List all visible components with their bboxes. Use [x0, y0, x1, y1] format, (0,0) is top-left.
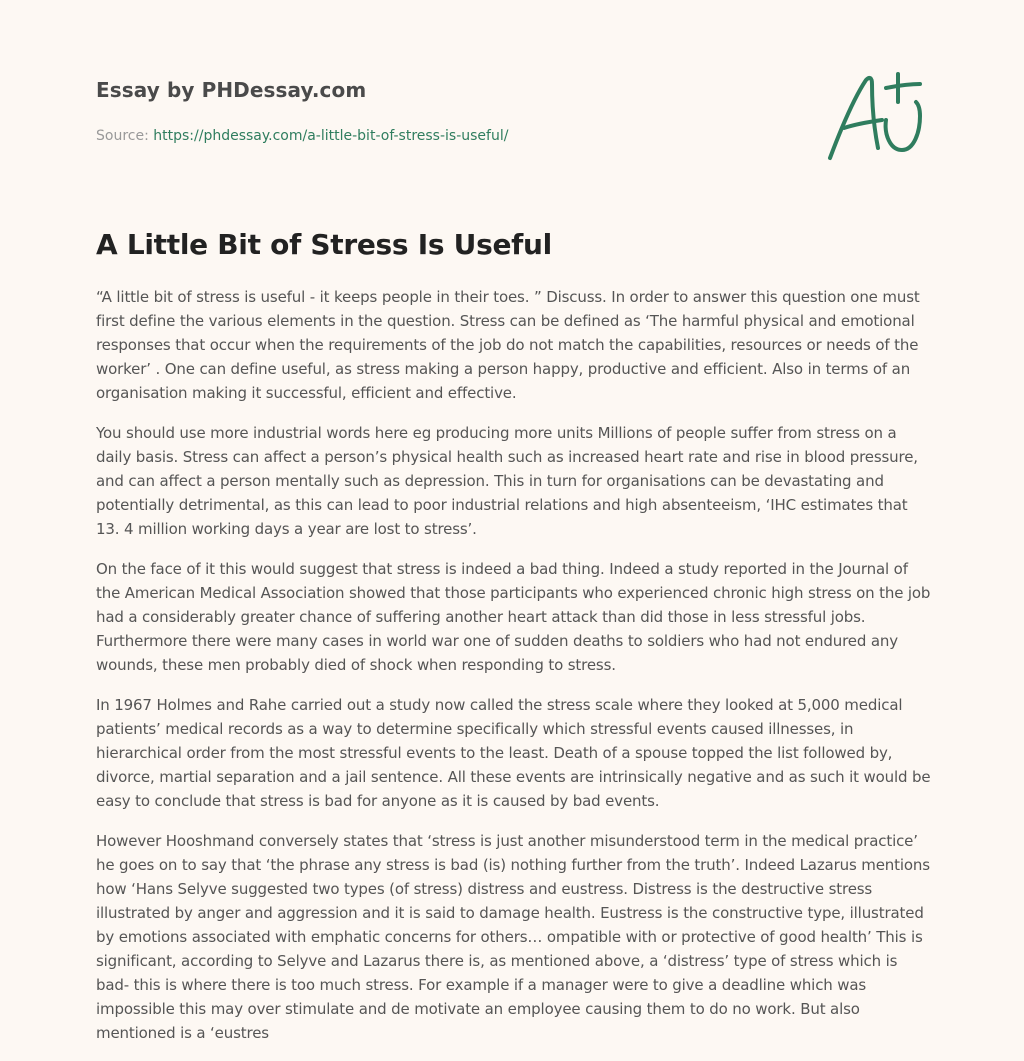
source-link[interactable]: https://phdessay.com/a-little-bit-of-stress-is-useful/	[153, 128, 509, 144]
brand-title: Essay by PHDessay.com	[96, 78, 367, 102]
article-paragraph: In 1967 Holmes and Rahe carried out a study now called the stress scale where they looked at 5,000 medical patients’ medical records as a way to determine specifically which stressful events caused illnesses, in hierarchical order from the most stressful events to the least. Death of a spouse topped the list followed by, divorce, martial separation and a jail sentence. All these events are intrinsically negative and as such it would be easy to conclude that stress is bad for anyone as it is caused by bad events.	[96, 696, 931, 810]
source-label: Source:	[96, 128, 154, 144]
article-paragraph: However Hooshmand conversely states that ‘stress is just another misunderstood term in the medical practice’ he goes on to say that ‘the phrase any stress is bad (is) nothing further from the truth’. Indeed Lazarus mentions how ‘Hans Selyve suggested two types (of stress) distress and eustress. Distress is the destructive stress illustrated by anger and aggression and it is said to damage health. Eustress is the constructive type, illustrated by emotions associated with emphatic concerns for others… ompatible with or protective of good health’ This is significant, according to Selyve and Lazarus there is, as mentioned above, a ‘distress’ type of stress which is bad- this is where there is too much stress. For example if a manager were to give a deadline which was impossible this may over stimulate and de motivate an employee causing them to do no work. But also mentioned is a ‘eustres	[96, 832, 930, 1042]
article-body	[96, 285, 932, 1061]
source-line	[96, 126, 928, 146]
article-title: A Little Bit of Stress Is Useful	[96, 228, 552, 261]
a-plus-grade-icon	[820, 66, 930, 166]
article-paragraph: You should use more industrial words here eg producing more units Millions of people suffer from stress on a daily basis. Stress can affect a person’s physical health such as increased heart rate and rise in blood pressure, and can affect a person mentally such as depression. This in turn for organisations can be devastating and potentially detrimental, as this can lead to poor industrial relations and high absenteeism, ‘IHC estimates that 13. 4 million working days a year are lost to stress’.	[96, 424, 918, 538]
header	[96, 76, 928, 146]
article-paragraph: “A little bit of stress is useful - it keeps people in their toes. ” Discuss. In order to answer this question one must first define the various elements in the question. Stress can be defined as ‘The harmful physical and emotional responses that occur when the requirements of the job do not match the capabilities, resources or needs of the worker’ . One can define useful, as stress making a person happy, productive and efficient. Also in terms of an organisation making it successful, efficient and effective.	[96, 288, 920, 402]
article-paragraph: On the face of it this would suggest that stress is indeed a bad thing. Indeed a study reported in the Journal of the American Medical Association showed that those participants who experienced chronic high stress on the job had a considerably greater chance of suffering another heart attack than did those in less stressful jobs. Furthermore there were many cases in world war one of sudden deaths to soldiers who had not endured any wounds, these men probably died of shock when responding to stress.	[96, 560, 931, 674]
